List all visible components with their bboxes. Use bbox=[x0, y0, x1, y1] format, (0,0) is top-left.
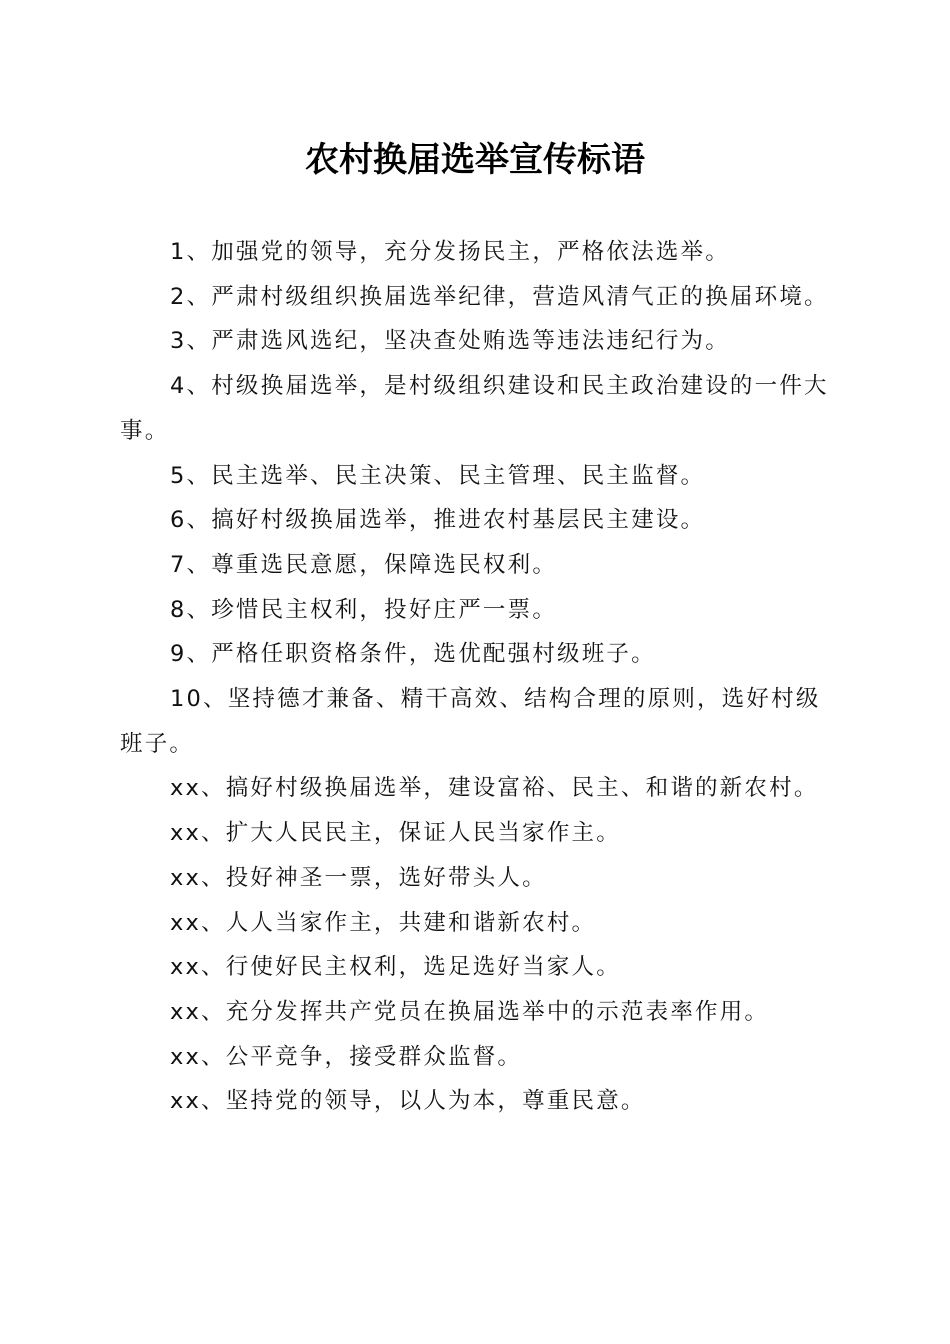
slogan-paragraph: xx、搞好村级换届选举，建设富裕、民主、和谐的新农村。 bbox=[170, 775, 819, 802]
slogan-paragraph: 6、搞好村级换届选举，推进农村基层民主建设。 bbox=[170, 507, 706, 534]
slogan-paragraph: xx、充分发挥共产党员在换届选举中的示范表率作用。 bbox=[170, 998, 770, 1025]
slogan-paragraph: 2、严肃村级组织换届选举纪律，营造风清气正的换届环境。 bbox=[170, 283, 829, 310]
slogan-paragraph: 9、严格任职资格条件，选优配强村级班子。 bbox=[170, 641, 656, 668]
slogan-paragraph: 5、民主选举、民主决策、民主管理、民主监督。 bbox=[170, 462, 706, 489]
document-body bbox=[120, 230, 832, 1124]
slogan-paragraph: 3、严肃选风选纪，坚决查处贿选等违法违纪行为。 bbox=[170, 328, 730, 355]
document-title: 农村换届选举宣传标语 bbox=[305, 140, 645, 180]
slogan-paragraph: xx、人人当家作主，共建和谐新农村。 bbox=[170, 909, 597, 936]
slogan-paragraph: 7、尊重选民意愿，保障选民权利。 bbox=[170, 551, 558, 578]
slogan-paragraph: 1、加强党的领导，充分发扬民主，严格依法选举。 bbox=[170, 239, 730, 265]
slogan-paragraph: xx、扩大人民民主，保证人民当家作主。 bbox=[170, 820, 621, 847]
slogan-paragraph: xx、投好神圣一票，选好带头人。 bbox=[170, 864, 547, 891]
slogan-paragraph: 8、珍惜民主权利，投好庄严一票。 bbox=[170, 596, 558, 623]
slogan-paragraph: 4、村级换届选举，是村级组织建设和民主政治建设的一件大事。 bbox=[120, 373, 829, 444]
slogan-paragraph: xx、坚持党的领导，以人为本，尊重民意。 bbox=[170, 1088, 646, 1115]
slogan-paragraph: xx、行使好民主权利，选足选好当家人。 bbox=[170, 954, 621, 981]
slogan-paragraph: xx、公平竞争，接受群众监督。 bbox=[170, 1043, 523, 1070]
slogan-paragraph: 10、坚持德才兼备、精干高效、结构合理的原则，选好村级班子。 bbox=[120, 686, 821, 757]
